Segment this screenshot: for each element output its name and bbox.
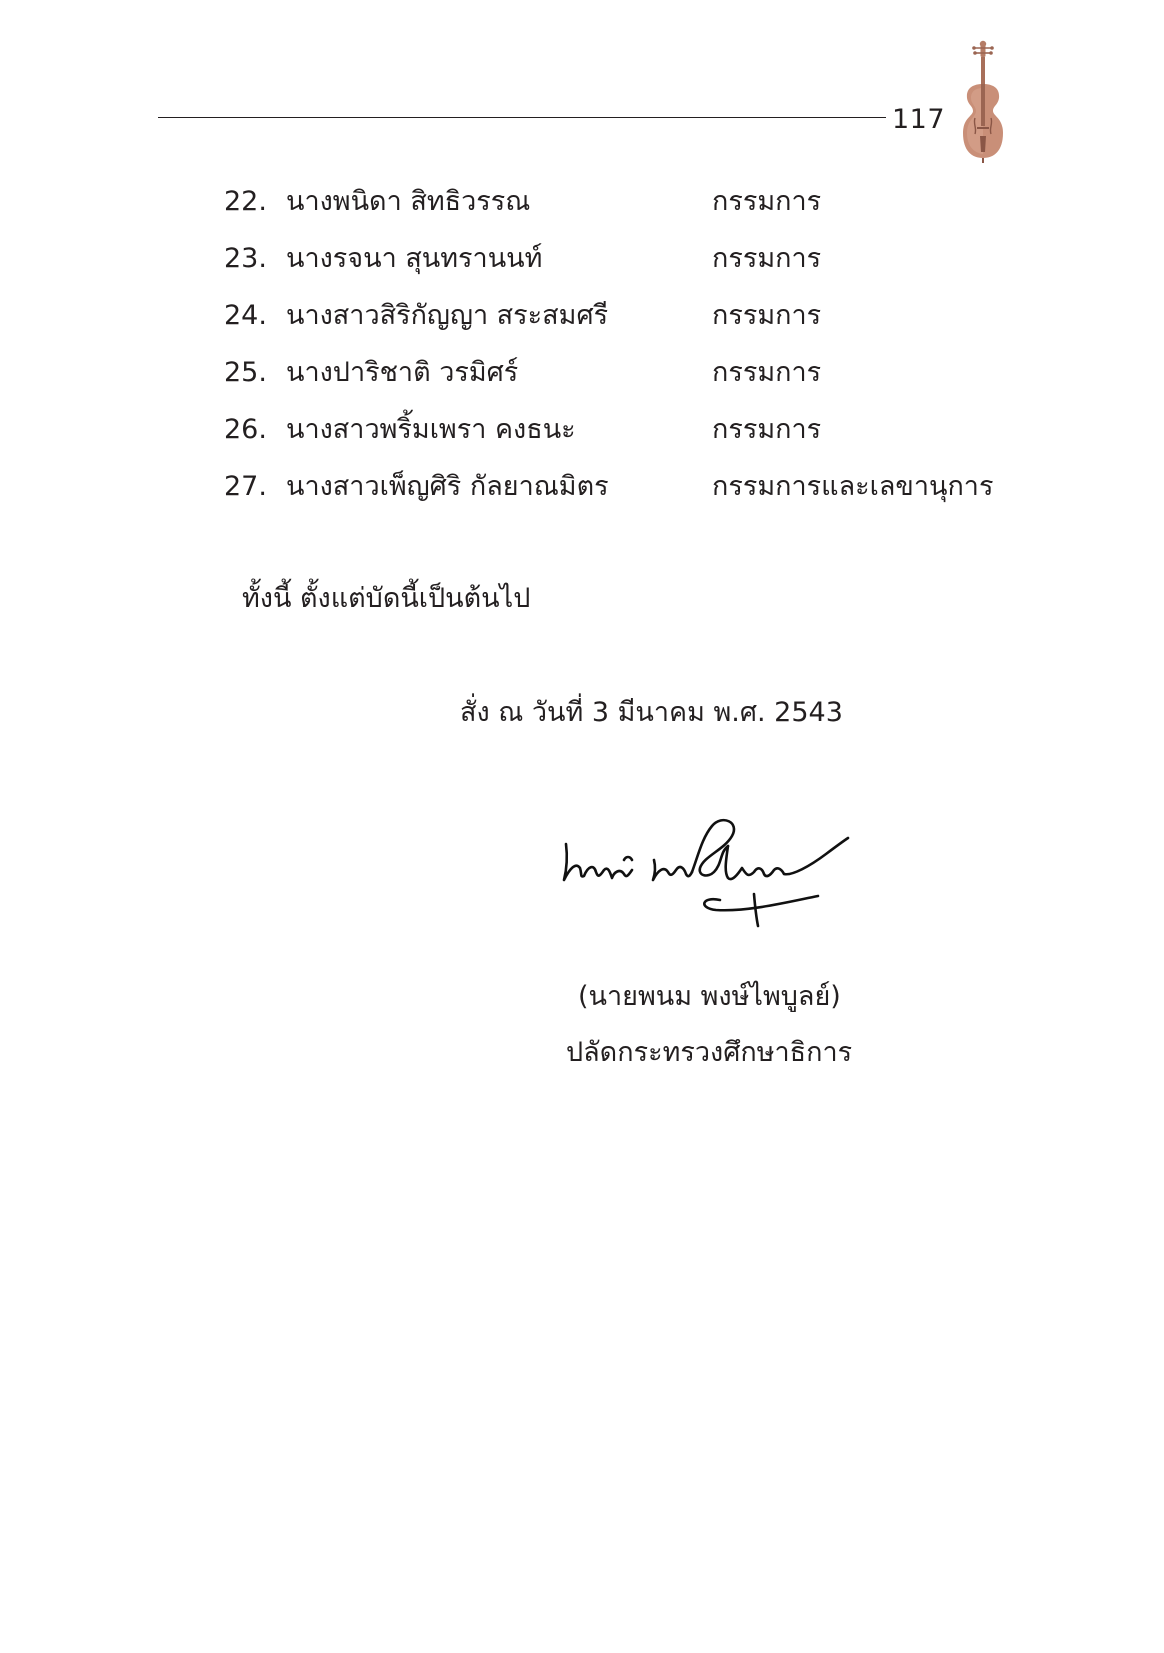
member-row [224,465,1044,522]
member-name: นางสาวสิริกัญญา สระสมศรี [286,300,609,331]
member-number: 25. [224,357,267,388]
closing-statement: ทั้งนี้ ตั้งแต่บัดนี้เป็นต้นไป [242,583,531,614]
member-number: 22. [224,186,267,217]
order-date: สั่ง ณ วันที่ 3 มีนาคม พ.ศ. 2543 [460,697,843,728]
signer-title: ปลัดกระทรวงศึกษาธิการ [566,1037,853,1068]
member-row [224,294,1044,351]
member-number: 26. [224,414,267,445]
member-role: กรรมการ [712,414,822,445]
header-rule [158,117,886,118]
member-role: กรรมการ [712,186,822,217]
member-name: นางรจนา สุนทรานนท์ [286,243,543,274]
member-number: 27. [224,471,267,502]
member-name: นางพนิดา สิทธิวรรณ [286,186,531,217]
member-role: กรรมการและเลขานุการ [712,471,994,502]
violin-icon [958,38,1008,164]
member-number: 24. [224,300,267,331]
member-name: นางปาริชาติ วรมิศร์ [286,357,519,388]
member-role: กรรมการ [712,243,822,274]
signature [552,816,882,940]
member-row [224,237,1044,294]
member-name: นางสาวพริ้มเพรา คงธนะ [286,414,576,445]
member-role: กรรมการ [712,300,822,331]
signer-name: (นายพนม พงษ์ไพบูลย์) [578,981,841,1012]
member-name: นางสาวเพ็ญศิริ กัลยาณมิตร [286,471,609,502]
member-list [224,180,1044,522]
member-row [224,408,1044,465]
member-role: กรรมการ [712,357,822,388]
member-row [224,351,1044,408]
page-number: 117 [892,104,946,135]
member-number: 23. [224,243,267,274]
member-row [224,180,1044,237]
